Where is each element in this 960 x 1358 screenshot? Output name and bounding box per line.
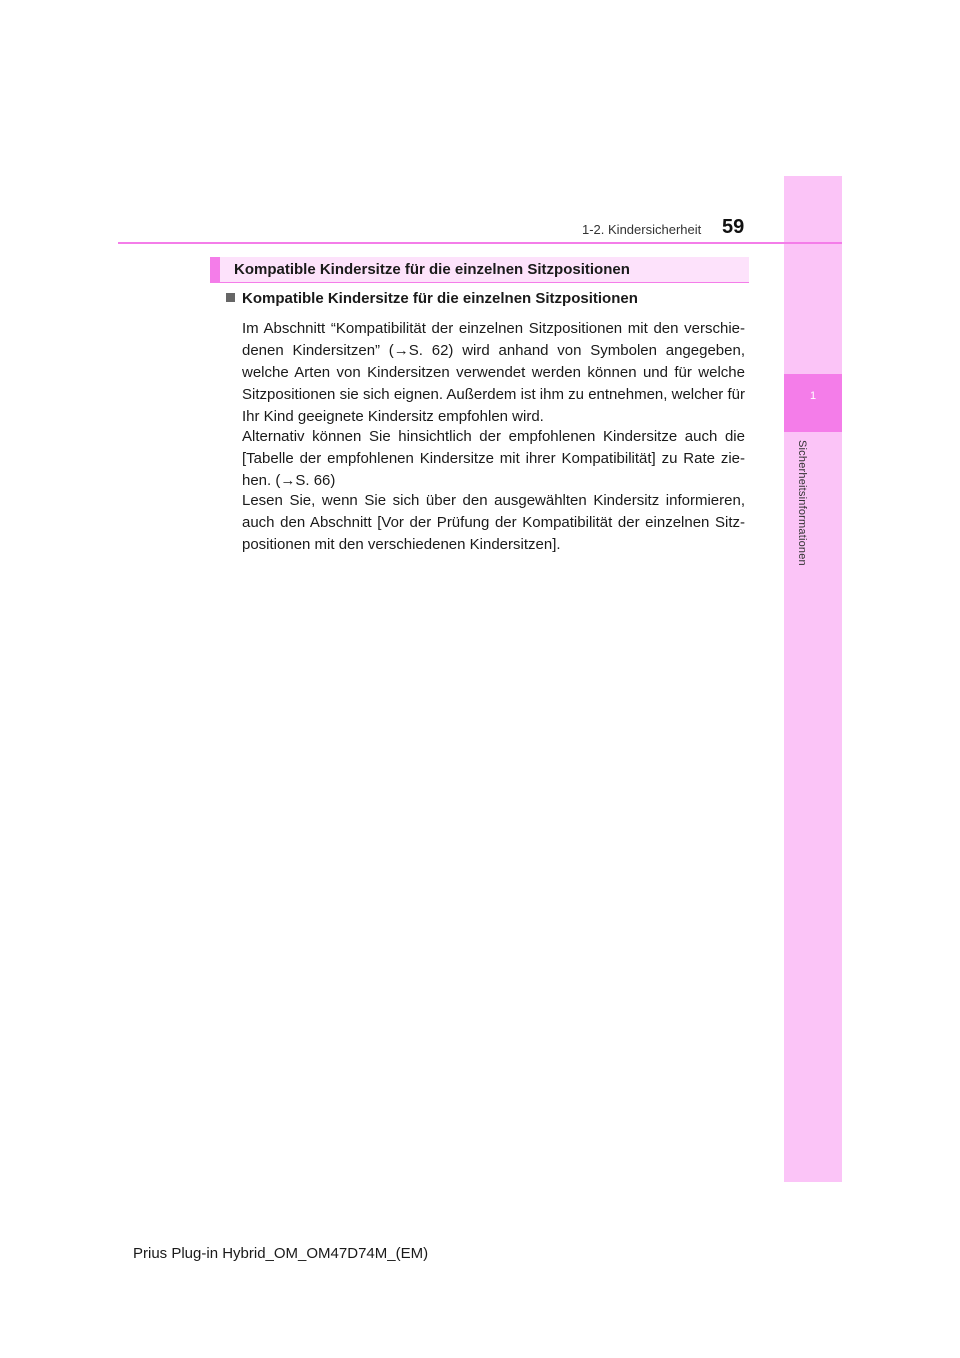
section-heading-box <box>210 257 749 283</box>
chapter-number-marker <box>784 374 842 432</box>
page-number: 59 <box>722 216 745 238</box>
chapter-number: 1 <box>809 390 817 402</box>
footer-document-id: Prius Plug-in Hybrid_OM_OM47D74M_(EM) <box>133 1245 429 1262</box>
chapter-title: Sicherheitsinformationen <box>796 440 808 566</box>
paragraph: Alternativ können Sie hinsichtlich der empfohlenen Kindersitze auch die [Tabelle der empfohlenen Kindersitze mit ihrer Kompatibilität] zu Rate zie-hen. (→S. 66) <box>242 428 745 489</box>
paragraph: Im Abschnitt “Kompatibilität der einzelnen Sitzpositionen mit den verschie-denen Kindersitzen” (→S. 62) wird anhand von Symbolen angegeben, welche Arten von Kindersitzen verwendet werden können und für welche Sitzpositionen sie sich eignen. Außerdem ist ihm zu entnehmen, welcher für Ihr Kind geeignete Kindersitz empfohlen wird. <box>242 320 745 425</box>
square-bullet-icon <box>226 293 235 302</box>
chapter-side-tab <box>784 176 842 1182</box>
subheading <box>226 290 746 307</box>
paragraph: Lesen Sie, wenn Sie sich über den ausgewählten Kindersitz informieren, auch den Abschnitt [Vor der Prüfung der Kompatibilität der einzelnen Sitz-positionen mit den verschiedenen Kindersitzen]. <box>242 492 745 553</box>
header-rule <box>118 242 842 244</box>
section-label: 1-2. Kindersicherheit <box>582 222 702 237</box>
section-heading: Kompatible Kindersitze für die einzelnen Sitzpositionen <box>234 261 630 278</box>
subheading-text: Kompatible Kindersitze für die einzelnen Sitzpositionen <box>242 290 638 307</box>
